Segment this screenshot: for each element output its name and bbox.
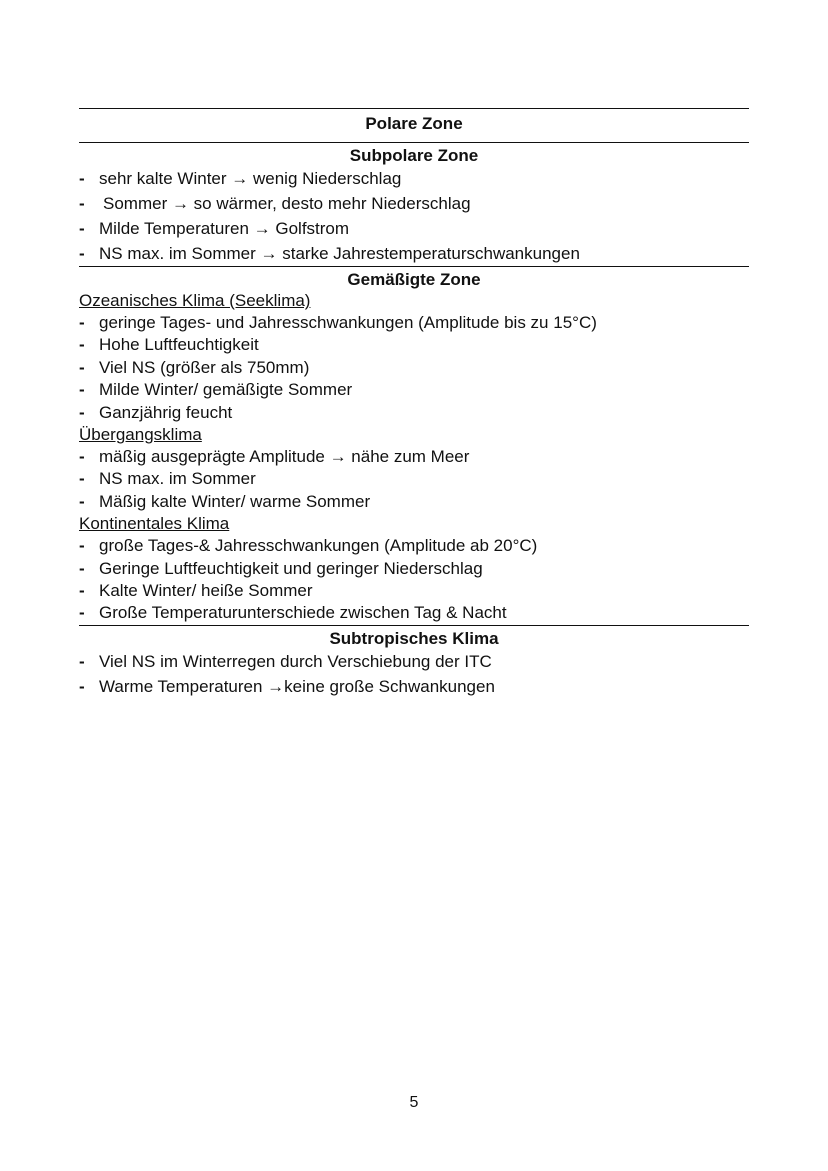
bullet-dash: - xyxy=(79,335,85,355)
bullet-dash: - xyxy=(79,380,85,400)
heading-polar-zone: Polare Zone xyxy=(365,114,463,133)
bullet-dash: - xyxy=(79,357,85,377)
list-item: - Mäßig kalte Winter/ warme Sommer xyxy=(79,491,749,513)
heading-subtropisches-klima: Subtropisches Klima xyxy=(329,628,499,648)
subheading-ozeanisches-klima: Ozeanisches Klima (Seeklima) xyxy=(79,291,311,310)
ozeanisch-list xyxy=(79,312,749,424)
section-gemaessigt xyxy=(79,267,749,625)
bullet-dash: - xyxy=(79,558,85,578)
subpolar-list xyxy=(79,166,749,266)
bullet-dash: - xyxy=(79,469,85,489)
list-item: - Ganzjährig feucht xyxy=(79,402,749,424)
subheading-uebergangsklima: Übergangsklima xyxy=(79,425,202,445)
list-item: - Milde Winter/ gemäßigte Sommer xyxy=(79,379,749,401)
section-subpolar xyxy=(79,143,749,266)
bullet-dash: - xyxy=(79,402,85,422)
list-item: - sehr kalte Winter → wenig Niederschlag xyxy=(79,166,749,191)
bullet-dash: - xyxy=(79,536,85,556)
bullet-dash: - xyxy=(79,169,85,188)
uebergang-list xyxy=(79,446,749,513)
list-item: - Sommer → so wärmer, desto mehr Niederschlag xyxy=(79,191,749,216)
list-item: - Große Temperaturunterschiede zwischen Tag & Nacht xyxy=(79,602,749,624)
list-item: - Viel NS (größer als 750mm) xyxy=(79,357,749,379)
subheading-kontinentales-klima: Kontinentales Klima xyxy=(79,514,230,534)
heading-subpolar-zone: Subpolare Zone xyxy=(349,146,479,165)
list-item: - Hohe Luftfeuchtigkeit xyxy=(79,334,749,356)
section-subtropisch xyxy=(79,626,749,699)
bullet-dash: - xyxy=(79,313,85,332)
document-page xyxy=(79,108,749,699)
kontinental-list xyxy=(79,535,749,625)
list-item: - Geringe Luftfeuchtigkeit und geringer Niederschlag xyxy=(79,558,749,580)
list-item: - geringe Tages- und Jahresschwankungen (Amplitude bis zu 15°C) xyxy=(79,312,749,334)
bullet-dash: - xyxy=(79,194,85,213)
list-item: - Viel NS im Winterregen durch Verschiebung der ITC xyxy=(79,649,749,674)
bullet-dash: - xyxy=(79,447,85,467)
list-item: - Kalte Winter/ heiße Sommer xyxy=(79,580,749,602)
list-item: - mäßig ausgeprägte Amplitude → nähe zum Meer xyxy=(79,446,749,468)
subtropisch-list xyxy=(79,649,749,699)
section-polar xyxy=(79,109,749,142)
bullet-dash: - xyxy=(79,603,85,623)
bullet-dash: - xyxy=(79,676,85,696)
page-number: 5 xyxy=(409,1094,419,1111)
bullet-dash: - xyxy=(79,651,85,671)
list-item: - große Tages-& Jahresschwankungen (Amplitude ab 20°C) xyxy=(79,535,749,557)
bullet-dash: - xyxy=(79,491,85,511)
bullet-dash: - xyxy=(79,219,85,238)
list-item: - NS max. im Sommer xyxy=(79,468,749,490)
heading-gemaessigte-zone: Gemäßigte Zone xyxy=(347,270,481,289)
list-item: - Milde Temperaturen → Golfstrom xyxy=(79,216,749,241)
list-item: - Warme Temperaturen →keine große Schwankungen xyxy=(79,674,749,699)
list-item: - NS max. im Sommer → starke Jahrestemperaturschwankungen xyxy=(79,241,749,266)
bullet-dash: - xyxy=(79,244,85,263)
bullet-dash: - xyxy=(79,581,85,601)
